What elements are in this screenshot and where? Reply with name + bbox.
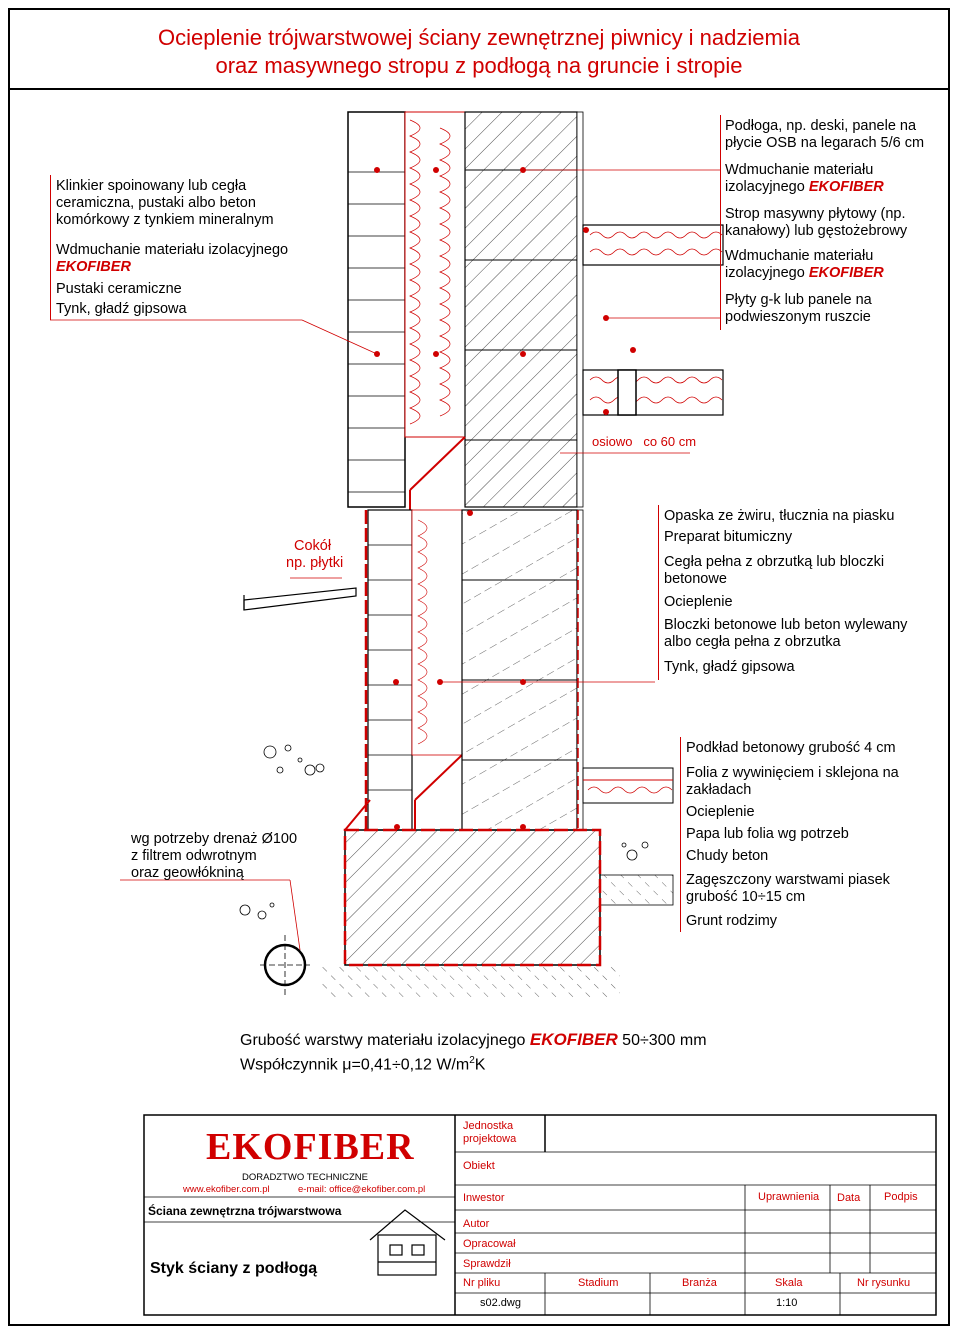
label-floor-1: Podłoga, np. deski, panele na xyxy=(725,118,917,134)
plinth-label-1: Cokół xyxy=(294,538,332,554)
field-unit-2: projektowa xyxy=(463,1133,517,1145)
plinth-label-2: np. płytki xyxy=(286,555,344,571)
house-icon xyxy=(370,1210,445,1275)
field-trade: Branża xyxy=(682,1277,717,1289)
label-native-soil: Grunt rodzimy xyxy=(686,913,778,929)
label-blown-insulation: Wdmuchanie materiału izolacyjnego xyxy=(56,242,289,258)
label-brick-2: betonowe xyxy=(664,571,727,587)
label-bitumen: Preparat bitumiczny xyxy=(664,529,793,545)
drawing-name: Styk ściany z podłogą xyxy=(150,1260,318,1277)
label-sand-2: grubość 10÷15 cm xyxy=(686,889,806,905)
field-rights: Uprawnienia xyxy=(758,1191,820,1203)
label-drain-1: wg potrzeby drenaż Ø100 xyxy=(131,831,298,847)
label-concrete-1: Bloczki betonowe lub beton wylewany xyxy=(664,617,908,633)
label-insulation-bottom: Ocieplenie xyxy=(686,804,755,820)
label-drain-2: z filtrem odwrotnym xyxy=(131,848,257,864)
value-file: s02.dwg xyxy=(480,1297,521,1309)
label-cladding-2: ceramiczna, pustaki albo beton xyxy=(56,195,256,211)
brand-website[interactable]: www.ekofiber.com.pl xyxy=(183,1184,270,1195)
label-slab-2: kanałowy) lub gęstożebrowy xyxy=(725,223,908,239)
label-brand-left: EKOFIBER xyxy=(56,259,131,275)
field-file: Nr pliku xyxy=(463,1277,501,1289)
brand-email[interactable]: e-mail: office@ekofiber.com.pl xyxy=(298,1184,426,1195)
brand-advisory: DORADZTWO TECHNICZNE xyxy=(242,1172,368,1183)
spacing-note: osiowo co 60 cm xyxy=(592,434,697,449)
label-concrete-2: albo cegła pełna z obrzutka xyxy=(664,634,841,650)
label-blown-3: Wdmuchanie materiału xyxy=(725,248,874,264)
label-plasterboard-1: Płyty g-k lub panele na xyxy=(725,292,872,308)
label-screed: Podkład betonowy grubość 4 cm xyxy=(686,740,896,756)
label-plaster-mid: Tynk, gładź gipsowa xyxy=(664,659,795,675)
field-investor: Inwestor xyxy=(463,1192,505,1204)
field-date: Data xyxy=(837,1192,861,1204)
field-stage: Stadium xyxy=(578,1277,619,1289)
label-plaster-left: Tynk, gładź gipsowa xyxy=(56,301,187,317)
label-plasterboard-2: podwieszonym ruszcie xyxy=(725,309,871,325)
field-drawing-no: Nr rysunku xyxy=(857,1277,911,1289)
label-cladding-3: komórkowy z tynkiem mineralnym xyxy=(56,212,274,228)
label-gravel: Opaska ze żwiru, tłucznia na piasku xyxy=(664,508,895,524)
field-prepared: Opracował xyxy=(463,1238,516,1250)
label-brick-1: Cegła pełna z obrzutką lub bloczki xyxy=(664,554,885,570)
field-checked: Sprawdził xyxy=(463,1258,511,1270)
value-scale: 1:10 xyxy=(776,1297,798,1309)
label-sand-1: Zagęszczony warstwami piasek xyxy=(686,872,890,888)
summary-coefficient: Współczynnik μ=0,41÷0,12 $W/m^2K$ xyxy=(240,1055,486,1074)
label-blown-2: izolacyjnego EKOFIBER xyxy=(725,179,884,195)
summary-thickness: Grubość warstwy materiału izolacyjnego EKOFIBER 50÷300 mm xyxy=(240,1030,707,1049)
title-line-2: oraz masywnego stropu z podłogą na gruncie i stropie xyxy=(215,53,743,78)
label-foil-2: zakładach xyxy=(686,782,752,798)
title-line-1: Ocieplenie trójwarstwowej ściany zewnętrznej piwnicy i nadziemia xyxy=(158,25,800,50)
label-blown-1: Wdmuchanie materiału xyxy=(725,162,874,178)
label-insulation-mid: Ocieplenie xyxy=(664,594,733,610)
brand-logo: EKOFIBER xyxy=(206,1126,415,1168)
label-blown-4: izolacyjnego EKOFIBER xyxy=(725,265,884,281)
field-signature: Podpis xyxy=(884,1191,918,1203)
label-floor-2: płycie OSB na legarach 5/6 cm xyxy=(725,135,925,151)
field-scale: Skala xyxy=(775,1277,803,1289)
label-lean-concrete: Chudy beton xyxy=(686,848,769,864)
label-cladding-1: Klinkier spoinowany lub cegła xyxy=(56,178,247,194)
field-object: Obiekt xyxy=(463,1160,495,1172)
field-unit-1: Jednostka xyxy=(463,1120,514,1132)
field-author: Autor xyxy=(463,1218,490,1230)
label-membrane: Papa lub folia wg potrzeb xyxy=(686,826,849,842)
label-slab-1: Strop masywny płytowy (np. xyxy=(725,206,906,222)
label-foil-1: Folia z wywinięciem i sklejona na xyxy=(686,765,899,781)
drawing-subject: Ściana zewnętrzna trójwarstwowa xyxy=(148,1204,342,1218)
label-drain-3: oraz geowłókniną xyxy=(131,865,244,881)
label-ceramic-blocks: Pustaki ceramiczne xyxy=(56,281,182,297)
